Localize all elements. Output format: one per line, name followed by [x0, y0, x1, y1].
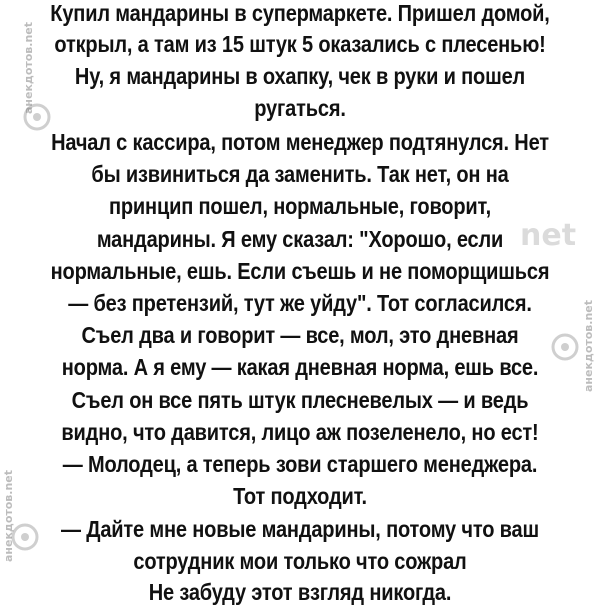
joke-line: Не забуду этот взгляд никогда.	[148, 579, 452, 605]
joke-line: видно, что давится, лицо аж позеленело, но ест!	[61, 419, 539, 445]
joke-line: Ну, я мандарины в охапку, чек в руки и пошел	[74, 63, 526, 89]
joke-line: Начал с кассира, потом менеджер подтянулся. Нет	[51, 129, 549, 155]
joke-line: Съел он все пять штук плесневелых — и ведь	[71, 387, 529, 413]
joke-line: норма. А я ему — какая дневная норма, ешь все.	[61, 354, 539, 380]
joke-line: сотрудник мои только что сожрал	[133, 548, 467, 574]
joke-line: мандарины. Я ему сказал: "Хорошо, если	[96, 226, 504, 252]
watermark-left-top: анекдотов.net	[22, 22, 35, 115]
joke-line: — Молодец, а теперь зови старшего менеджера.	[62, 451, 538, 477]
joke-line: ругаться.	[254, 95, 346, 121]
joke-line: Тот подходит.	[233, 483, 367, 509]
joke-line: Съел два и говорит — все, мол, это дневная	[81, 322, 519, 348]
joke-line: Купил мандарины в супермаркете. Пришел домой,	[50, 0, 550, 26]
joke-line: — Дайте мне новые мандарины, потому что ваш	[61, 516, 539, 542]
watermark-right: анекдотов.net	[582, 300, 595, 393]
joke-line: бы извиниться да заменить. Так нет, он на	[91, 161, 509, 187]
joke-line: нормальные, ешь. Если съешь и не поморщишься	[50, 258, 550, 284]
joke-line: принцип пошел, нормальные, говорит,	[108, 193, 492, 219]
joke-line: — без претензий, тут же уйду". Тот согласился.	[68, 290, 532, 316]
watermark-left-bottom: анекдотов.net	[2, 470, 15, 563]
watermark-horizontal: net	[520, 218, 577, 253]
joke-line: открыл, а там из 15 штук 5 оказались с плесенью!	[54, 31, 546, 57]
